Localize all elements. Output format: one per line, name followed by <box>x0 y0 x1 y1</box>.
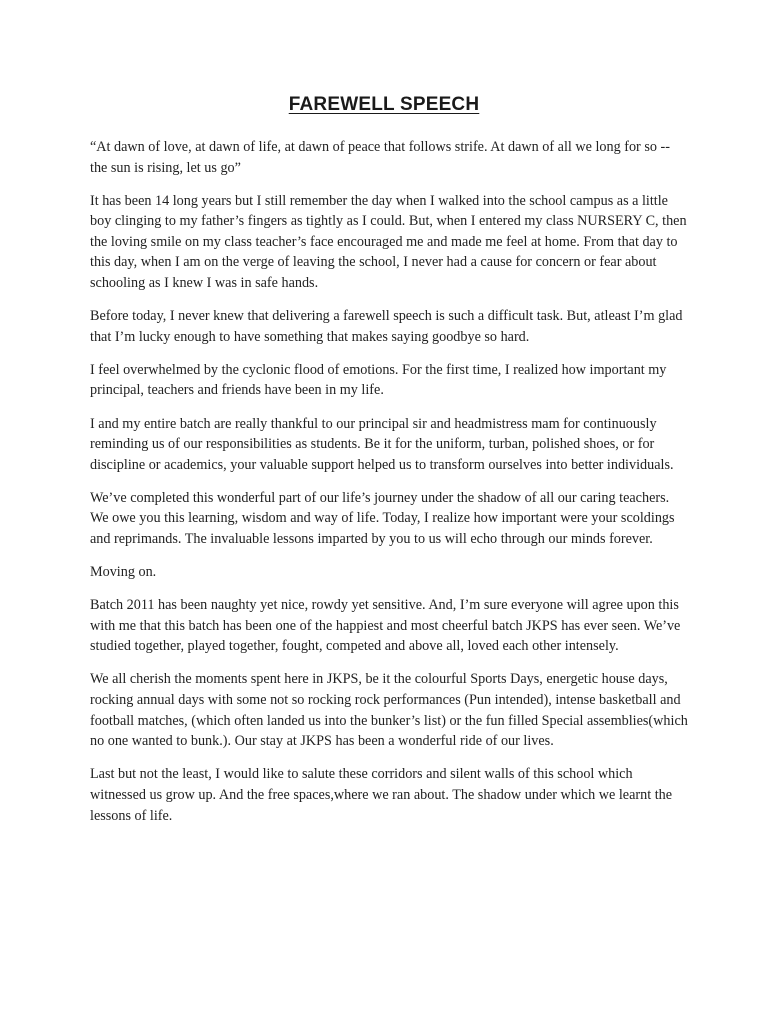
speech-body <box>90 137 690 839</box>
paragraph: Before today, I never knew that delivering a farewell speech is such a difficult task. But, atleast I’m glad that I’m lucky enough to have something that makes saying goodbye so hard. <box>90 308 683 345</box>
paragraph-opening-quote: “At dawn of love, at dawn of life, at dawn of peace that follows strife. At dawn of all we long for so -- the sun is rising, let us go” <box>90 139 670 176</box>
page-title: FAREWELL SPEECH <box>288 94 480 115</box>
paragraph: Batch 2011 has been naughty yet nice, rowdy yet sensitive. And, I’m sure everyone will agree upon this with me that this batch has been one of the happiest and most cheerful batch JKPS has ever seen. We’ve studied together, played together, fought, competed and above all, loved each other intensely. <box>90 597 681 655</box>
paragraph: Moving on. <box>90 564 157 581</box>
paragraph: It has been 14 long years but I still remember the day when I walked into the school campus as a little boy clinging to my father’s fingers as tightly as I could. But, when I entered my class NURSERY C, then the loving smile on my class teacher’s face encouraged me and made me feel at home. From that day to this day, when I am on the verge of leaving the school, I never had a cause for concern or fear about schooling as I knew I was in safe hands. <box>90 192 687 292</box>
paragraph: I and my entire batch are really thankful to our principal sir and headmistress mam for continuously reminding us of our responsibilities as students. Be it for the uniform, turban, polished shoes, or for discipline or academics, your valuable support helped us to transform ourselves into better individuals. <box>90 415 674 473</box>
paragraph: We’ve completed this wonderful part of our life’s journey under the shadow of all our caring teachers. We owe you this learning, wisdom and way of life. Today, I realize how important were your scoldings and reprimands. The invaluable lessons imparted by you to us will echo through our minds forever. <box>90 489 675 547</box>
paragraph: We all cherish the moments spent here in JKPS, be it the colourful Sports Days, energetic house days, rocking annual days with some not so rocking rock performances (Pun intended), intense basketball and football matches, (which often landed us into the bunker’s list) or the fun filled Special assemblies(which no one wanted to bunk.). Our stay at JKPS has been a wonderful ride of our lives. <box>90 671 688 750</box>
paragraph: I feel overwhelmed by the cyclonic flood of emotions. For the first time, I realized how important my principal, teachers and friends have been in my life. <box>90 361 667 399</box>
paragraph: Last but not the least, I would like to salute these corridors and silent walls of this school which witnessed us grow up. And the free spaces,where we ran about. The shadow under which we learnt the lessons of life. <box>90 766 673 824</box>
